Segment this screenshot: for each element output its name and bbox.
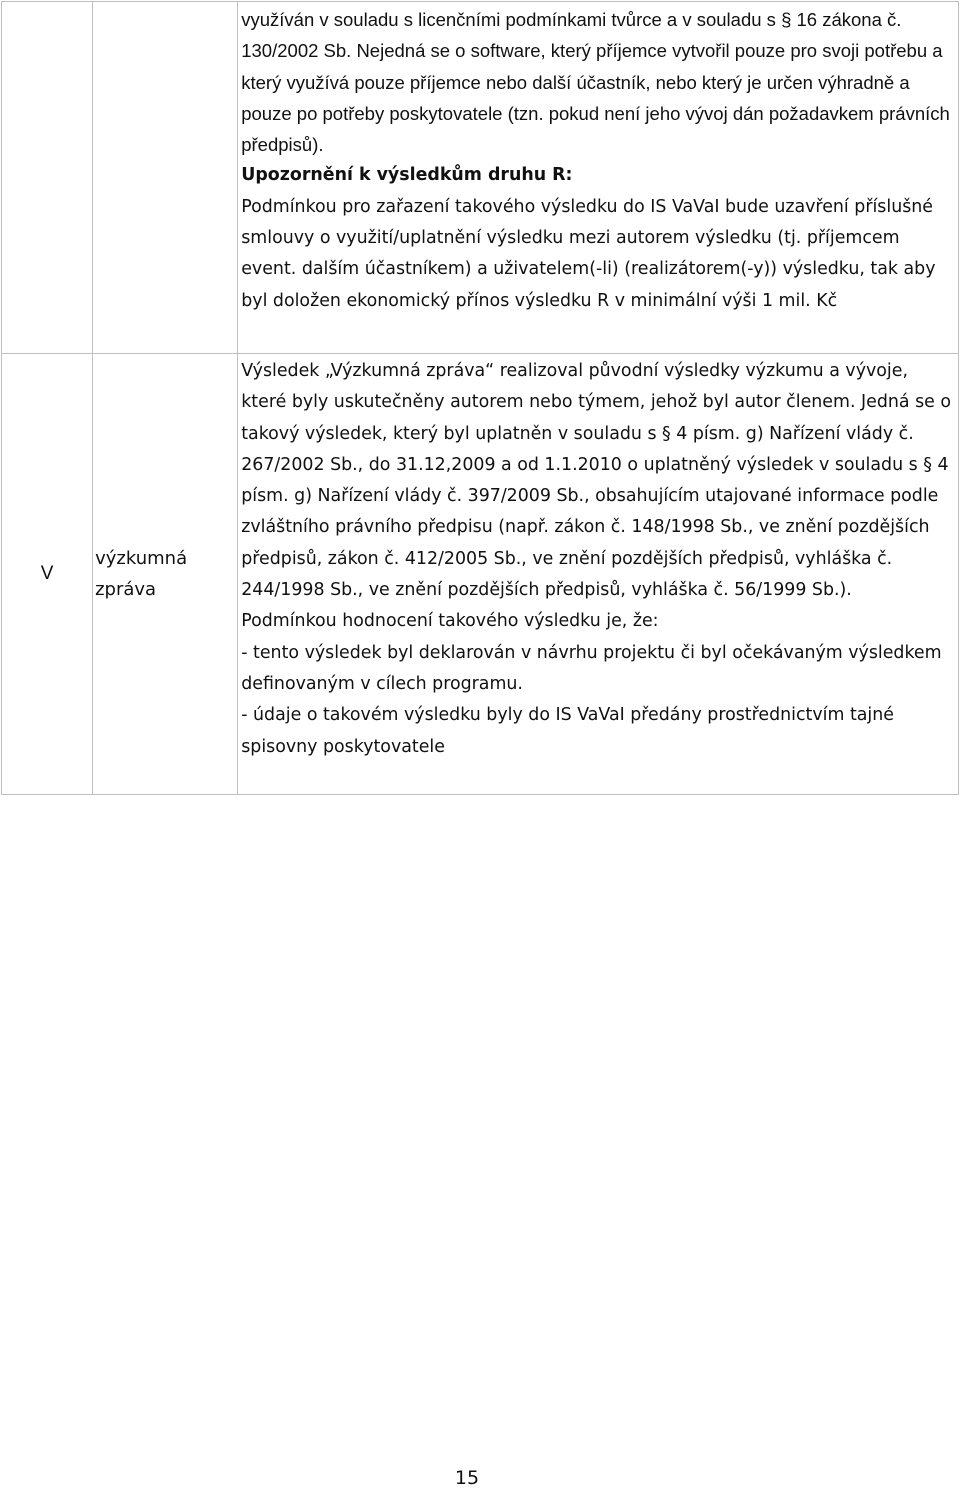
- r-warning-text: Podmínkou pro zařazení takového výsledku do IS VaVaI bude uzavření příslušné smlouvy o využití/uplatnění výsledku mezi autorem výsledku (tj. příjemcem event. dalším účastníkem) a uživatelem(-li) (realizátorem(-y)) výsledku, tak aby byl doložen ekonomický přínos výsledku R v minimální výši 1 mil. Kč: [241, 196, 936, 311]
- table-row-v: [2, 354, 959, 795]
- code-cell-v: [2, 354, 93, 795]
- result-types-table: [1, 1, 959, 795]
- table-row-r-continued: [2, 2, 959, 354]
- result-name-line2: zpráva: [95, 579, 157, 600]
- description-cell-v: [238, 354, 959, 795]
- name-cell-v: [93, 354, 238, 795]
- v-condition-2: - údaje o takovém výsledku byly do IS VaVaI předány prostřednictvím tajné spisovny poskytovatele: [241, 705, 894, 757]
- r-description-continued: využíván v souladu s licenčními podmínkami tvůrce a v souladu s § 16 zákona č. 130/2002 Sb. Nejedná se o software, který příjemce vytvořil pouze pro svoji potřebu a který využívá pouze příjemce nebo další účastník, nebo který je určen výhradně a pouze po potřeby poskytovatele (tzn. pokud není jeho vývoj dán požadavkem právních předpisů).: [241, 9, 950, 156]
- code-cell-empty: [2, 2, 93, 354]
- description-cell-r: [238, 2, 959, 354]
- page-number: 15: [454, 1467, 480, 1489]
- v-description: Výsledek „Výzkumná zpráva“ realizoval původní výsledky výzkumu a vývoje, které byly uskutečněny autorem nebo týmem, jehož byl autor členem. Jedná se o takový výsledek, který byl uplatněn v souladu s § 4 písm. g) Nařízení vlády č. 267/2002 Sb., do 31.12,2009 a od 1.1.2010 o uplatněný výsledek v souladu s § 4 písm. g) Nařízení vlády č. 397/2009 Sb., obsahujícím utajované informace podle zvláštního právního předpisu (např. zákon č. 148/1998 Sb., ve znění pozdějších předpisů, zákon č. 412/2005 Sb., ve znění pozdějších předpisů, vyhláška č. 244/1998 Sb., ve znění pozdějších předpisů, vyhláška č. 56/1999 Sb.).: [241, 361, 951, 601]
- name-cell-empty: [93, 2, 238, 354]
- r-warning-heading: Upozornění k výsledkům druhu R:: [241, 165, 573, 186]
- v-condition-intro: Podmínkou hodnocení takového výsledku je, že:: [241, 611, 659, 632]
- result-code: V: [40, 563, 54, 584]
- result-name-line1: výzkumná: [95, 548, 188, 569]
- v-condition-1: - tento výsledek byl deklarován v návrhu projektu či byl očekávaným výsledkem definovaným v cílech programu.: [241, 642, 942, 694]
